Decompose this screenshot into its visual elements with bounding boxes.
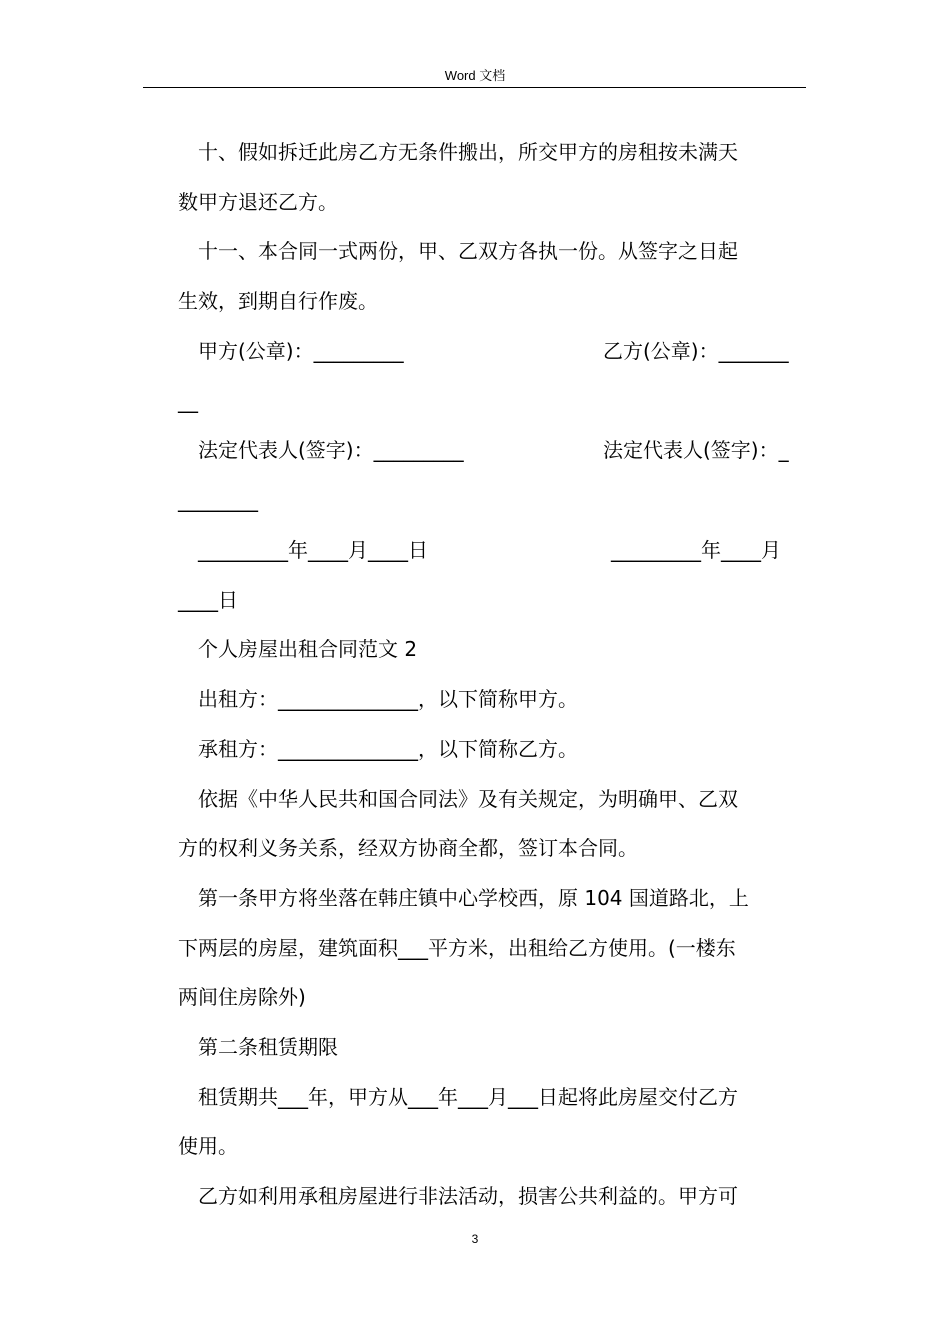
page-number: 3 (471, 1232, 479, 1246)
party-a-representative: 法定代表人(签字)：_________ (198, 438, 464, 462)
lessor-line: 出租方：______________，以下简称甲方。 (198, 687, 578, 711)
party-a-seal: 甲方(公章)：_________ (198, 339, 404, 363)
lessee-line: 承租方：______________，以下简称乙方。 (198, 737, 578, 761)
article-2-heading: 第二条租赁期限 (198, 1035, 338, 1059)
preamble-line-1: 依据《中华人民共和国合同法》及有关规定，为明确甲、乙双 (198, 787, 738, 811)
party-b-representative: 法定代表人(签字)：_ (603, 438, 789, 462)
clause-11-line-1: 十一、本合同一式两份，甲、乙双方各执一份。从签字之日起 (198, 239, 738, 263)
preamble-line-2: 方的权利义务关系，经双方协商全都，签订本合同。 (178, 836, 638, 860)
article-2-line-3: 乙方如利用承租房屋进行非法活动，损害公共利益的。甲方可 (198, 1184, 738, 1208)
party-a-date: _________年____月____日 (198, 538, 428, 562)
section-title: 个人房屋出租合同范文 2 (198, 637, 418, 661)
article-1-line-3: 两间住房除外) (178, 985, 306, 1009)
clause-10-line-2: 数甲方退还乙方。 (178, 190, 338, 214)
party-b-representative-continued: ________ (178, 488, 258, 512)
header-divider (143, 87, 806, 88)
article-2-line-2: 使用。 (178, 1134, 238, 1158)
party-b-seal: 乙方(公章)：_______ (603, 339, 789, 363)
article-1-line-2: 下两层的房屋，建筑面积___平方米，出租给乙方使用。(一楼东 (178, 936, 736, 960)
clause-11-line-2: 生效，到期自行作废。 (178, 289, 378, 313)
clause-10-line-1: 十、假如拆迁此房乙方无条件搬出，所交甲方的房租按未满天 (198, 140, 738, 164)
party-b-date: _________年____月 (611, 538, 781, 562)
party-b-seal-continued: __ (178, 389, 198, 413)
article-2-line-1: 租赁期共___年，甲方从___年___月___日起将此房屋交付乙方 (198, 1085, 738, 1109)
page-header-title: Word 文档 (444, 68, 506, 83)
article-1-line-1: 第一条甲方将坐落在韩庄镇中心学校西，原 104 国道路北，上 (198, 886, 749, 910)
party-b-date-continued: ____日 (178, 588, 238, 612)
